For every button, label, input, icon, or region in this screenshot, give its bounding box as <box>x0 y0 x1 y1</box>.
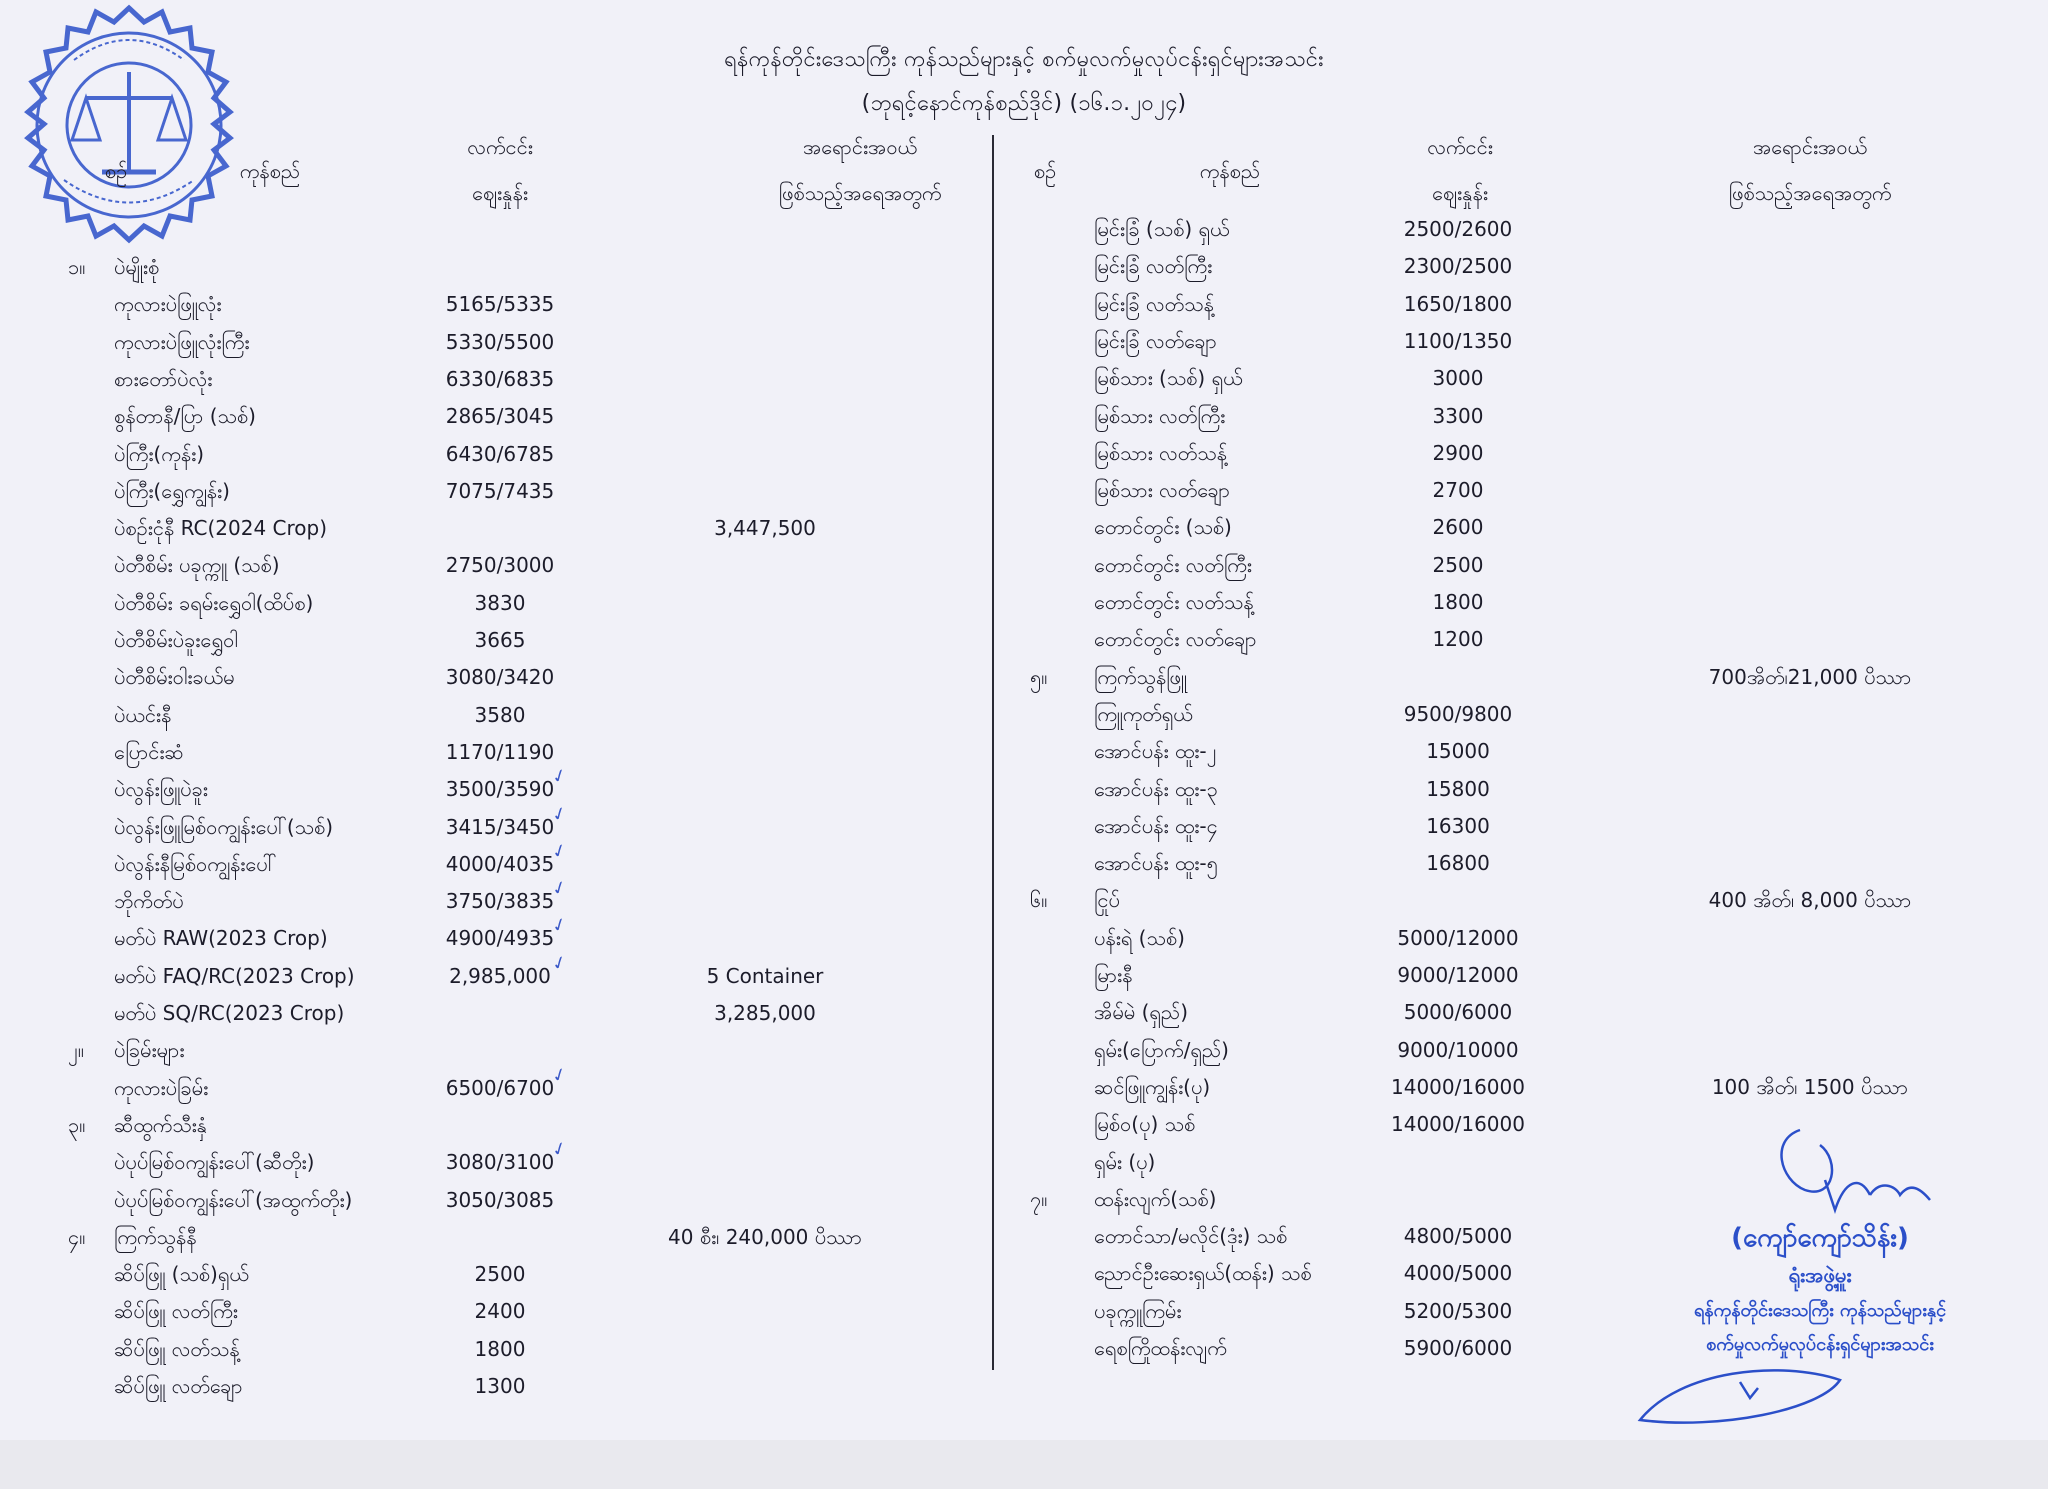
item-name: မြင်းခြံ (သစ်) ရှယ် <box>1094 217 1230 241</box>
spot-price: 4000/4035 <box>445 851 555 876</box>
item-name: ကြူကုတ်ရှယ် <box>1094 701 1193 726</box>
item-name: ညောင်ဦးဆေးရှယ်(ထန်း) သစ် <box>1094 1261 1312 1286</box>
item-name: မြင်းခြံ လတ်ချော <box>1094 328 1217 353</box>
spot-price: 6330/6835 <box>445 366 555 391</box>
spot-price: 2600 <box>1432 515 1484 540</box>
item-name: ပြောင်းဆံ <box>114 739 184 764</box>
trade-volume: 3,447,500 <box>714 516 816 541</box>
spot-price: 2500 <box>1432 552 1484 577</box>
table-row <box>0 326 2048 356</box>
item-name: မတ်ပဲ FAQ/RC(2023 Crop) <box>114 963 355 988</box>
trade-volume: 5 Container <box>706 963 824 988</box>
spot-price: 3830 <box>474 590 526 615</box>
association-seal <box>4 0 254 250</box>
table-row <box>0 251 2048 281</box>
table-row <box>0 885 2048 915</box>
item-name: ရှမ်း(ပြောက်/ရှည်) <box>1094 1037 1229 1062</box>
check-mark-icon: ✓ <box>548 950 571 976</box>
spot-price: 1800 <box>474 1336 526 1361</box>
item-name: ဆိပ်ဖြူ လတ်သန့် <box>114 1336 240 1361</box>
spot-price: 3750/3835 <box>445 889 555 914</box>
row-number: ၅။ <box>1030 664 1048 689</box>
item-name: ပဲပုပ်မြစ်ဝကျွန်းပေါ်(အထွက်တိုး) <box>114 1187 353 1212</box>
spot-price: 5900/6000 <box>1403 1336 1513 1360</box>
table-row <box>0 624 2048 654</box>
item-name: ကုလားပဲဖြူလုံး <box>114 292 222 317</box>
item-name: ဘိုကိတ်ပဲ <box>114 889 184 914</box>
spot-price: 2500 <box>474 1262 526 1287</box>
signatory-org-line2: စက်မှုလက်မှုလုပ်ငန်းရှင်များအသင်း <box>1706 1334 1934 1355</box>
row-number: ၇။ <box>1030 1186 1048 1211</box>
item-name: မတ်ပဲ RAW(2023 Crop) <box>114 926 328 951</box>
spot-price: 14000/16000 <box>1391 1112 1525 1137</box>
signatory-org-line1: ရန်ကုန်တိုင်းဒေသကြီး ကုန်သည်များနှင့် <box>1693 1300 1947 1321</box>
item-name: အိမ်မဲ (ရှည်) <box>1094 1000 1188 1025</box>
spot-price: 1800 <box>1432 590 1484 614</box>
table-row <box>0 774 2048 804</box>
table-row <box>0 438 2048 468</box>
item-name: အောင်ပန်း ထူး-၄ <box>1094 813 1218 838</box>
header-price-right-1: လက်ငင်း <box>1427 135 1493 159</box>
spot-price: 6500/6700 <box>445 1075 555 1100</box>
spot-price: 3580 <box>474 702 526 727</box>
spot-price: 4900/4935 <box>445 926 555 951</box>
header-price-right-2: ဈေးနှုန်း <box>1432 181 1488 205</box>
item-name: တောင်သာ/မလိုင်(ဒုံး) သစ် <box>1094 1224 1288 1249</box>
spot-price: 5000/12000 <box>1397 925 1519 950</box>
item-name: စွန်တာနီ/ပြာ (သစ်) <box>114 404 256 429</box>
item-name: တောင်တွင်း လတ်ကြီး <box>1094 552 1252 577</box>
check-mark-icon: ✓ <box>548 838 571 864</box>
header-volume-left-2: ဖြစ်သည့်အရေအတွက် <box>778 181 942 205</box>
item-name: မြစ်သား လတ်သန့် <box>1094 440 1227 465</box>
spot-price: 3665 <box>474 628 526 652</box>
spot-price: 6430/6785 <box>445 441 555 466</box>
check-mark-icon: ✓ <box>548 1062 571 1088</box>
item-name: ပဲပုပ်မြစ်ဝကျွန်းပေါ်(ဆီတိုး) <box>114 1150 315 1175</box>
spot-price: 1170/1190 <box>445 739 555 764</box>
item-name: တောင်တွင်း လတ်ချော <box>1094 627 1257 652</box>
item-name: ကုလားပဲဖြူလုံးကြီး <box>114 329 250 354</box>
table-row <box>0 960 2048 990</box>
header-item-left: ကုန်စည် <box>239 159 301 183</box>
spot-price: 2750/3000 <box>445 553 555 578</box>
spot-price: 1200 <box>1432 627 1484 652</box>
spot-price: 2700 <box>1432 478 1484 503</box>
item-name: ကုလားပဲခြမ်း <box>114 1075 209 1100</box>
check-mark-icon: ✓ <box>548 876 571 902</box>
item-name: ပဲကြီး(ရွှေကျွန်း) <box>114 478 230 503</box>
item-name: မြားနီ <box>1094 963 1133 987</box>
row-number: ၁။ <box>68 255 86 279</box>
table-row <box>0 699 2048 729</box>
spot-price: 3080/3100 <box>445 1150 555 1175</box>
spot-price: 9000/12000 <box>1397 963 1519 987</box>
spot-price: 5000/6000 <box>1403 1000 1513 1025</box>
trade-volume: 700အိတ်၊21,000 ပိဿာ <box>1708 664 1912 689</box>
table-row <box>0 587 2048 617</box>
item-name: ကြက်သွန်နီ <box>114 1224 197 1249</box>
table-row <box>0 1072 2048 1102</box>
item-name: မြင်းခြံ လတ်ကြီး <box>1094 254 1213 279</box>
spot-price: 2865/3045 <box>445 404 555 429</box>
spot-price: 15000 <box>1426 739 1490 764</box>
item-name: ပဲလွန်းဖြူမြစ်ဝကျွန်းပေါ်(သစ်) <box>114 814 334 839</box>
document-title: ရန်ကုန်တိုင်းဒေသကြီး ကုန်သည်များနှင့် စက်မှုလက်မှုလုပ်ငန်းရှင်များအသင်း <box>724 47 1324 72</box>
header-no-left: စဉ် <box>104 159 128 183</box>
item-name: ကြက်သွန်ဖြူ <box>1094 664 1187 689</box>
item-name: အောင်ပန်း ထူး-၂ <box>1094 739 1217 764</box>
header-volume-right-2: ဖြစ်သည့်အရေအတွက် <box>1728 181 1892 205</box>
item-name: ပဲကြီး(ကုန်း) <box>114 441 205 466</box>
table-row <box>0 401 2048 431</box>
item-name: ပဲတီစိမ်းဝါးခယ်မ <box>114 665 235 690</box>
item-name: ပဲတီစိမ်းပဲခူးရွှေဝါ <box>114 628 238 652</box>
spot-price: 3000 <box>1432 366 1484 391</box>
table-row <box>0 363 2048 393</box>
spot-price: 5165/5335 <box>445 292 555 317</box>
item-name: ဆိပ်ဖြူ လတ်ချော <box>114 1374 243 1398</box>
item-name: မြင်းခြံ လတ်သန့် <box>1094 291 1214 316</box>
check-mark-icon: ✓ <box>548 913 571 939</box>
item-name: ပဲမျိုးစုံ <box>114 255 160 279</box>
header-price-left-1: လက်ငင်း <box>467 135 533 159</box>
spot-price: 16300 <box>1426 813 1490 838</box>
table-row <box>0 214 2048 244</box>
item-name: ဆီထွက်သီးနှံ <box>114 1112 207 1137</box>
spot-price: 1100/1350 <box>1403 328 1513 353</box>
table-row <box>0 662 2048 692</box>
item-name: မြစ်သား လတ်ကြီး <box>1094 403 1226 428</box>
item-name: မြစ်ဝ(ပု) သစ် <box>1094 1112 1196 1137</box>
item-name: ပဲယင်းနီ <box>114 702 172 727</box>
item-name: အောင်ပန်း ထူး-၅ <box>1094 851 1218 876</box>
header-item-right: ကုန်စည် <box>1199 159 1261 183</box>
spot-price: 1300 <box>474 1374 526 1398</box>
header-price-left-2: ဈေးနှုန်း <box>472 181 528 205</box>
item-name: ငြုပ် <box>1094 888 1120 913</box>
spot-price: 5330/5500 <box>445 329 555 354</box>
item-name: ပဲခြမ်းများ <box>114 1038 185 1063</box>
signatory-role: ရုံးအဖွဲ့မှူး <box>1788 1263 1852 1287</box>
header-no-right: စဉ် <box>1033 159 1057 183</box>
item-name: အောင်ပန်း ထူး-၃ <box>1094 776 1218 801</box>
spot-price: 2400 <box>474 1299 526 1324</box>
table-row <box>0 475 2048 505</box>
table-row <box>0 1035 2048 1065</box>
item-name: မတ်ပဲ SQ/RC(2023 Crop) <box>114 1001 345 1025</box>
item-name: ထန်းလျက်(သစ်) <box>1094 1186 1217 1211</box>
signatory-name: (ကျော်ကျော်သိန်း) <box>1731 1223 1909 1253</box>
trade-volume: 40 စီး၊ 240,000 ပိဿာ <box>668 1224 862 1249</box>
document-subtitle: (ဘုရင့်နောင်ကုန်စည်ဒိုင်) (၁၆.၁.၂၀၂၄) <box>861 91 1187 116</box>
spot-price: 3500/3590 <box>445 777 555 802</box>
spot-price: 3080/3420 <box>445 665 555 690</box>
item-name: ပန်းရဲ (သစ်) <box>1094 925 1185 950</box>
item-name: ပဲတီစိမ်း ပခုက္ကူ (သစ်) <box>114 553 280 578</box>
item-name: တောင်တွင်း (သစ်) <box>1094 515 1232 540</box>
spot-price: 3415/3450 <box>445 814 555 839</box>
item-name: ဆိပ်ဖြူ (သစ်)ရှယ် <box>114 1262 249 1287</box>
header-volume-right-1: အရောင်းအဝယ် <box>1752 135 1868 159</box>
spot-price: 3050/3085 <box>445 1187 555 1212</box>
item-name: ရှမ်း (ပု) <box>1094 1149 1156 1174</box>
table-row <box>0 848 2048 878</box>
item-name: ပဲလွန်းနီမြစ်ဝကျွန်းပေါ် <box>114 851 277 876</box>
table-row <box>0 512 2048 542</box>
row-number: ၃။ <box>68 1112 86 1137</box>
check-mark-icon: ✓ <box>548 1137 571 1163</box>
item-name: စားတော်ပဲလုံး <box>114 366 213 391</box>
check-mark-icon: ✓ <box>548 801 571 827</box>
spot-price: 4800/5000 <box>1403 1224 1513 1249</box>
item-name: ဆင်ဖြူကျွန်း(ပု) <box>1094 1074 1211 1099</box>
spot-price: 2500/2600 <box>1403 217 1513 241</box>
trade-volume: 100 အိတ်၊ 1500 ပိဿာ <box>1711 1074 1909 1099</box>
spot-price: 2900 <box>1432 440 1484 465</box>
spot-price: 2,985,000 <box>449 963 551 988</box>
scan-margin <box>0 1440 2048 1489</box>
spot-price: 4000/5000 <box>1403 1261 1513 1286</box>
spot-price: 14000/16000 <box>1391 1074 1525 1099</box>
row-number: ၂။ <box>68 1038 84 1063</box>
header-volume-left-1: အရောင်းအဝယ် <box>802 135 918 159</box>
table-row <box>0 811 2048 841</box>
item-name: ပဲစဉ်းငုံနီ RC(2024 Crop) <box>114 516 328 541</box>
item-name: မြစ်သား (သစ်) ရှယ် <box>1094 366 1243 391</box>
table-row <box>0 997 2048 1027</box>
spot-price: 16800 <box>1426 851 1490 876</box>
item-name: ရေစကြိုထန်းလျက် <box>1094 1336 1227 1360</box>
item-name: ပခုက္ကူကြမ်း <box>1094 1298 1182 1323</box>
spot-price: 3300 <box>1432 403 1484 428</box>
spot-price: 1650/1800 <box>1403 291 1513 316</box>
spot-price: 7075/7435 <box>445 478 555 503</box>
table-row <box>0 923 2048 953</box>
item-name: မြစ်သား လတ်ချော <box>1094 478 1230 503</box>
trade-volume: 3,285,000 <box>714 1001 816 1025</box>
item-name: ပဲလွန်းဖြူပဲခူး <box>114 777 208 802</box>
spot-price: 9500/9800 <box>1403 701 1513 726</box>
spot-price: 5200/5300 <box>1403 1298 1513 1323</box>
trade-volume: 400 အိတ်၊ 8,000 ပိဿာ <box>1708 888 1912 913</box>
table-row <box>0 550 2048 580</box>
spot-price: 2300/2500 <box>1403 254 1513 279</box>
table-row <box>0 289 2048 319</box>
check-mark-icon: ✓ <box>548 764 571 790</box>
item-name: ဆိပ်ဖြူ လတ်ကြီး <box>114 1299 238 1324</box>
row-number: ၄။ <box>68 1224 86 1249</box>
spot-price: 9000/10000 <box>1397 1037 1519 1062</box>
item-name: ပဲတီစိမ်း ခရမ်းရွှေဝါ(ထိပ်စ) <box>114 590 314 615</box>
item-name: တောင်တွင်း လတ်သန့် <box>1094 590 1254 614</box>
spot-price: 15800 <box>1426 776 1490 801</box>
table-row <box>0 736 2048 766</box>
row-number: ၆။ <box>1030 888 1048 913</box>
